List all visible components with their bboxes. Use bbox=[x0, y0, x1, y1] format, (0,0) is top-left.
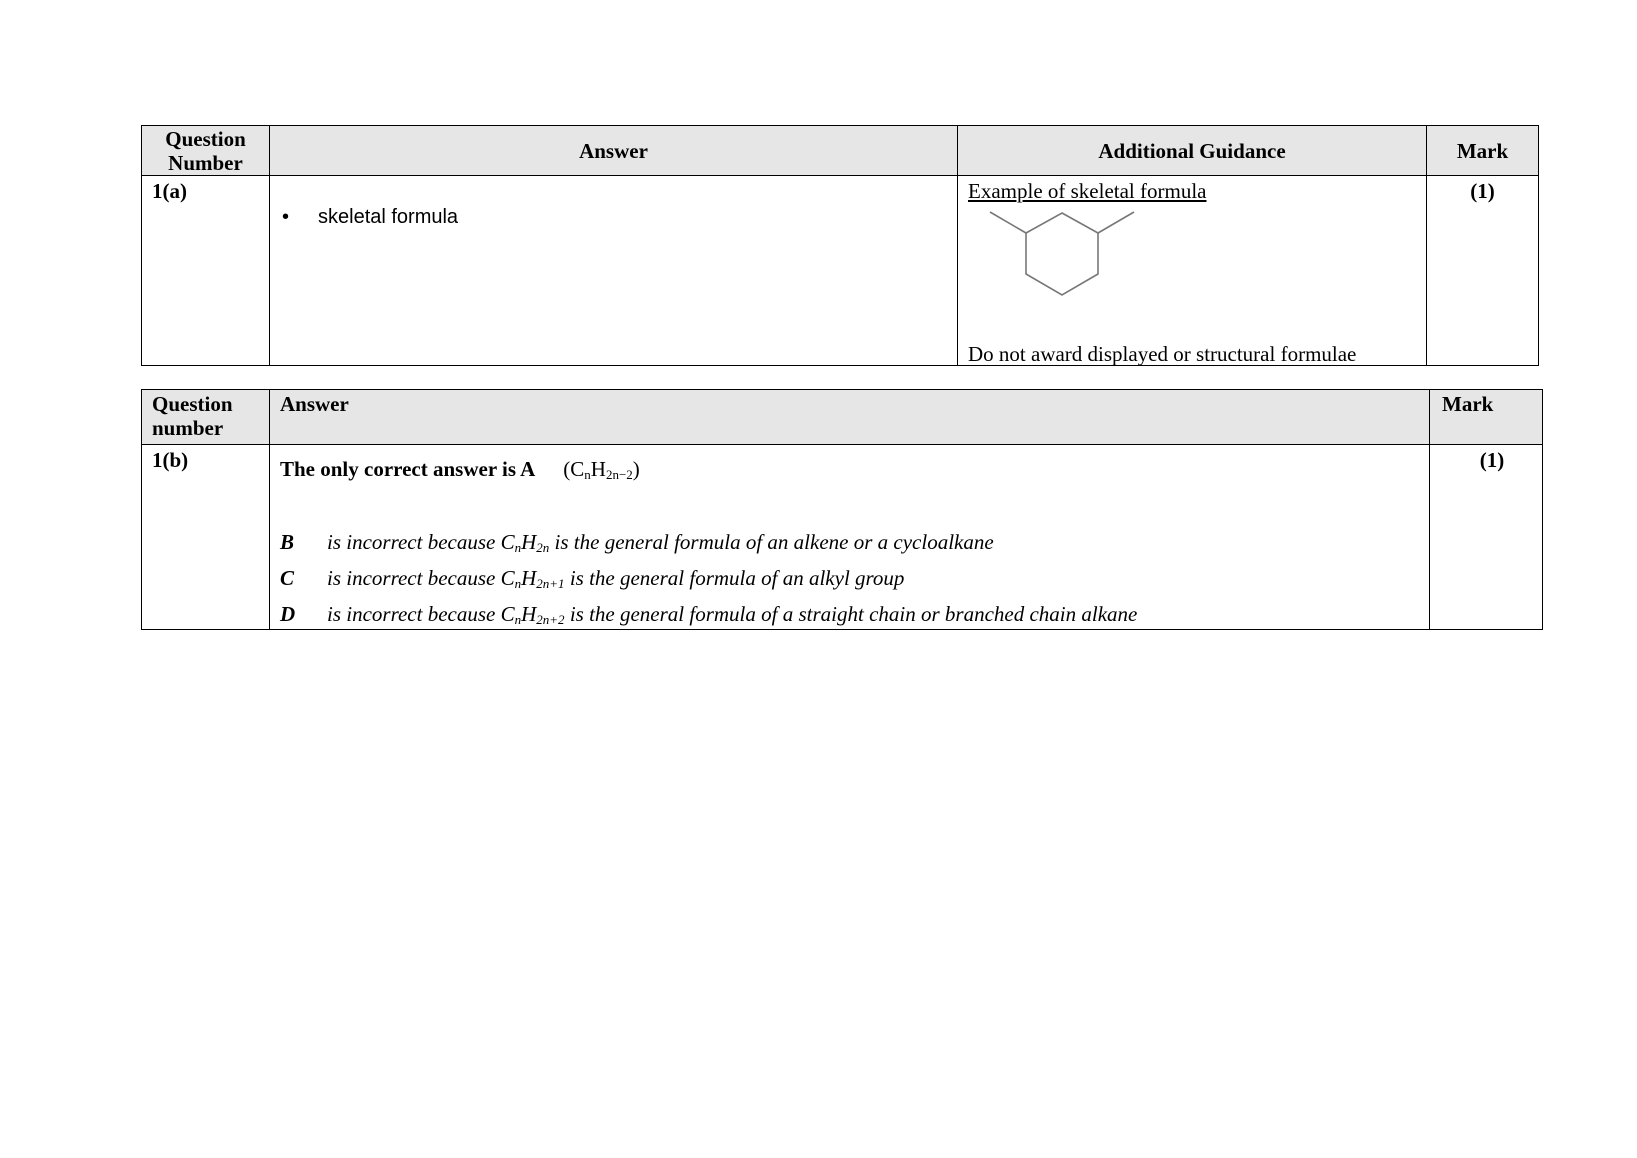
option-text: is incorrect because $C_nH_{2n+2}$ is the general formula of a straight chain or branched chain alkane bbox=[327, 602, 1138, 627]
skeletal-formula-diagram bbox=[968, 206, 1148, 336]
header-question-number: Question Number bbox=[142, 126, 270, 176]
option-c-explanation bbox=[280, 566, 1419, 590]
methyl-branch-right bbox=[1098, 212, 1134, 233]
guidance-note: Do not award displayed or structural formulae bbox=[968, 342, 1357, 366]
header-additional-guidance: Additional Guidance bbox=[958, 126, 1427, 176]
header-mark: Mark bbox=[1430, 390, 1543, 445]
answer-text: skeletal formula bbox=[318, 206, 459, 228]
correct-answer-statement: The only correct answer is A bbox=[280, 457, 536, 481]
header-question-number: Question number bbox=[142, 390, 270, 445]
distractor-explanations bbox=[280, 530, 1419, 626]
bullet-glyph: • bbox=[282, 206, 290, 228]
correct-answer-formula: $(C_nH_{2n-2})$ bbox=[563, 457, 640, 482]
question-number-cell: 1(b) bbox=[142, 445, 270, 630]
option-letter: C bbox=[280, 566, 295, 590]
option-text: is incorrect because $C_nH_{2n+1}$ is the general formula of an alkyl group bbox=[327, 566, 905, 591]
option-text: is incorrect because $C_nH_{2n}$ is the general formula of an alkene or a cycloalkane bbox=[327, 530, 994, 555]
correct-answer-line bbox=[280, 457, 1419, 482]
option-d-explanation bbox=[280, 602, 1419, 626]
header-answer: Answer bbox=[270, 390, 1430, 445]
methyl-branch-left bbox=[990, 212, 1026, 233]
mark-cell: (1) bbox=[1427, 176, 1539, 366]
guidance-cell bbox=[958, 176, 1427, 366]
answer-cell bbox=[270, 445, 1430, 630]
option-letter: B bbox=[280, 530, 295, 554]
header-answer: Answer bbox=[270, 126, 958, 176]
answer-cell bbox=[270, 176, 958, 366]
mark-scheme-table-1b bbox=[141, 389, 1543, 630]
question-number-cell: 1(a) bbox=[142, 176, 270, 366]
option-letter: D bbox=[280, 602, 296, 626]
answer-bullet-item bbox=[282, 206, 957, 229]
mark-scheme-table-1a bbox=[141, 125, 1539, 366]
guidance-title: Example of skeletal formula bbox=[968, 179, 1207, 203]
mark-cell: (1) bbox=[1430, 445, 1543, 630]
option-b-explanation bbox=[280, 530, 1419, 554]
cyclohexane-ring bbox=[1026, 213, 1098, 295]
header-mark: Mark bbox=[1427, 126, 1539, 176]
